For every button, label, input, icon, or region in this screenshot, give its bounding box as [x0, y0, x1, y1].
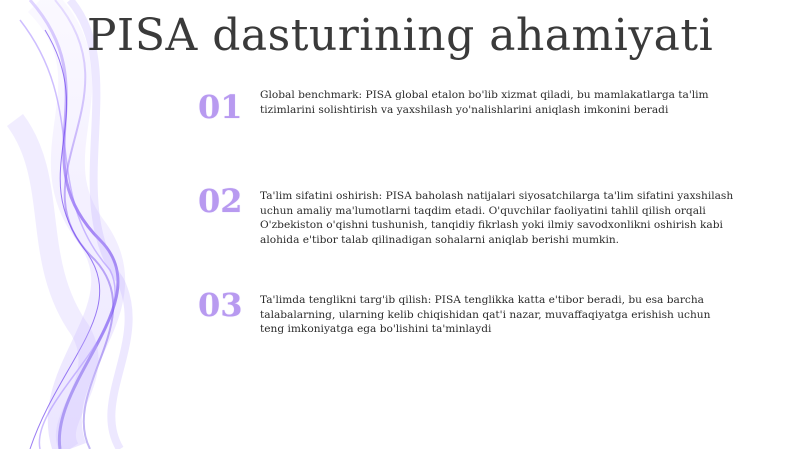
decorative-ribbon	[0, 0, 200, 449]
item-number: 01	[198, 88, 243, 126]
item-text: Global benchmark: PISA global etalon bo'lib xizmat qiladi, bu mamlakatlarga ta'lim tizimlarini solishtirish va yaxshilash yo'nalishlarini aniqlash imkonini beradi	[260, 89, 709, 116]
item-number: 03	[198, 286, 243, 324]
page-title: PISA dasturining ahamiyati	[86, 10, 714, 61]
item-text: Ta'limda tenglikni targ'ib qilish: PISA tenglikka katta e'tibor beradi, bu esa barcha talabalarning, ularning kelib chiqishidan qat'i nazar, muvaffaqiyatga erishish uchun teng imkoniyatga ega bo'lishini ta'minlaydi	[260, 294, 711, 335]
item-text: Ta'lim sifatini oshirish: PISA baholash natijalari siyosatchilarga ta'lim sifatini yaxshilash uchun amaliy ma'lumotlarni taqdim etadi. O'quvchilar faoliyatini tahlil qilish orqali O'zbekiston o'qishni tushunish, tanqidiy fikrlash yoki ilmiy savodxonlikni oshirish kabi alohida e'tibor talab qilinadigan sohalarni aniqlab berishi mumkin.	[260, 190, 734, 246]
item-number: 02	[198, 182, 243, 220]
